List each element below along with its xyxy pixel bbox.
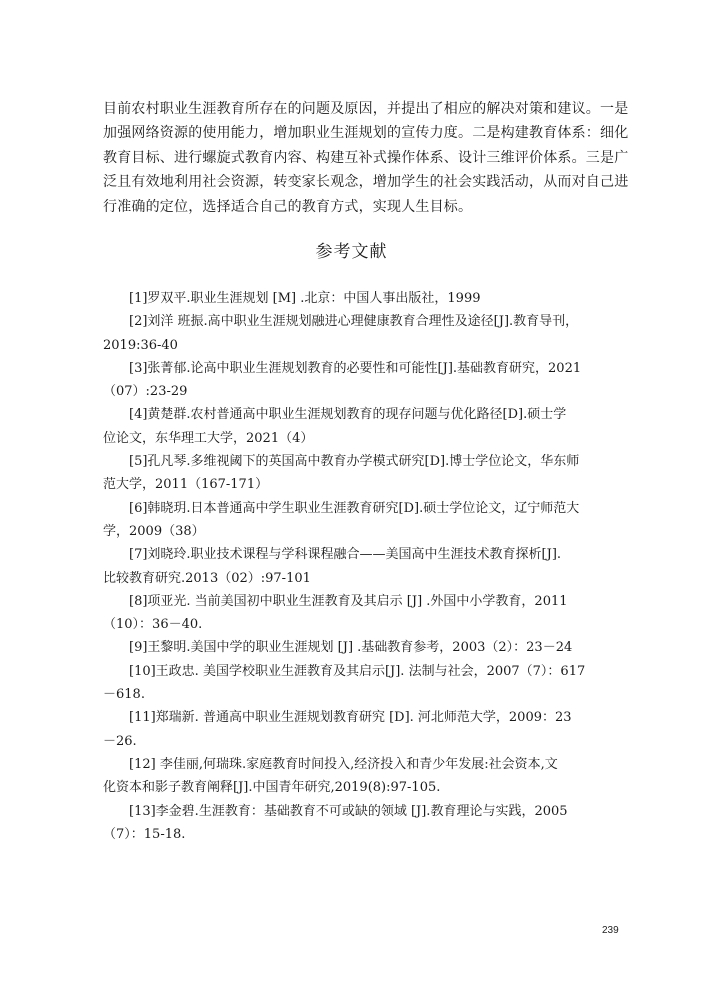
reference-item [103,497,623,544]
reference-item [103,357,623,404]
reference-item [103,310,623,357]
reference-item [103,450,623,497]
intro-line: 行准确的定位，选择适合自己的教育方式，实现人生目标。 [103,198,473,215]
reference-line: [9]王黎明.美国中学的职业生涯规划 [J] .基础教育参考，2003（2）：23－24 [129,640,573,656]
intro-line: 目前农村职业生涯教育所存在的问题及原因，并提出了相应的解决对策和建议。一是 [103,101,629,117]
references-heading: 参考文献 [315,242,388,262]
reference-line: [10]王政忠. 美国学校职业生涯教育及其启示[J]. 法制与社会，2007（7）：617 [129,663,586,679]
reference-line: 化资本和影子教育阐释[J].中国青年研究,2019(8):97-105. [103,780,441,796]
reference-line: [7]刘晓玲.职业技术课程与学科课程融合——美国高中生涯技术教育探析[J]. [129,547,562,563]
reference-line: 范大学，2011（167-171） [103,477,269,493]
reference-line: 比较教育研究.2013（02）:97-101 [103,570,311,586]
reference-line: [1]罗双平.职业生涯规划 [M] .北京：中国人事出版社，1999 [129,291,481,306]
reference-line: [4]黄楚群.农村普通高中职业生涯规划教育的现存问题与优化路径[D].硕士学 [129,407,567,423]
reference-line: （7）：15-18. [103,826,186,842]
reference-line: [2]刘洋 班振.高中职业生涯规划融进心理健康教育合理性及途径[J].教育导刊， [129,314,579,330]
intro-line: 加强网络资源的使用能力，增加职业生涯规划的宣传力度。二是构建教育体系：细化 [103,125,629,142]
reference-line: 学，2009（38） [103,523,205,539]
reference-line: －26. [103,733,137,749]
reference-line: [8]项亚光. 当前美国初中职业生涯教育及其启示 [J] .外国中小学教育，2011 [129,593,568,609]
reference-line: 位论文，东华理工大学，2021（4） [103,430,314,446]
reference-item [103,543,623,590]
reference-line: [12] 李佳丽,何瑞珠.家庭教育时间投入,经济投入和青少年发展:社会资本,文 [129,756,558,772]
reference-line: －618. [103,687,145,703]
reference-line: [6]韩晓玥.日本普通高中学生职业生涯教育研究[D].硕士学位论文，辽宁师范大 [129,500,580,516]
page-number: 239 [602,925,619,936]
reference-item [103,800,623,847]
reference-item [103,590,623,637]
references-list [103,287,623,846]
reference-item [103,636,623,659]
reference-line: 2019:36-40 [103,337,178,353]
reference-item [103,706,623,753]
reference-line: （07）:23-29 [103,384,188,400]
reference-line: [11]郑瑞新. 普通高中职业生涯规划教育研究 [D]. 河北师范大学，2009：23 [129,710,572,726]
intro-paragraph [103,97,629,219]
reference-line: [13]李金碧.生涯教育：基础教育不可或缺的领域 [J].教育理论与实践，2005 [129,803,568,819]
reference-item [103,660,623,707]
reference-line: [5]孔凡琴.多维视阈下的英国高中教育办学模式研究[D].博士学位论文，华东师 [129,454,580,470]
reference-item [103,753,623,800]
reference-item [103,287,623,310]
reference-line: [3]张菁郁.论高中职业生涯规划教育的必要性和可能性[J].基础教育研究，2021 [129,360,582,376]
intro-line: 教育目标、进行螺旋式教育内容、构建互补式操作体系、设计三维评价体系。三是广 [103,149,629,166]
reference-item [103,403,623,450]
intro-line: 泛且有效地利用社会资源，转变家长观念，增加学生的社会实践活动，从而对自己进 [103,174,629,191]
reference-line: （10）：36－40. [103,617,203,633]
